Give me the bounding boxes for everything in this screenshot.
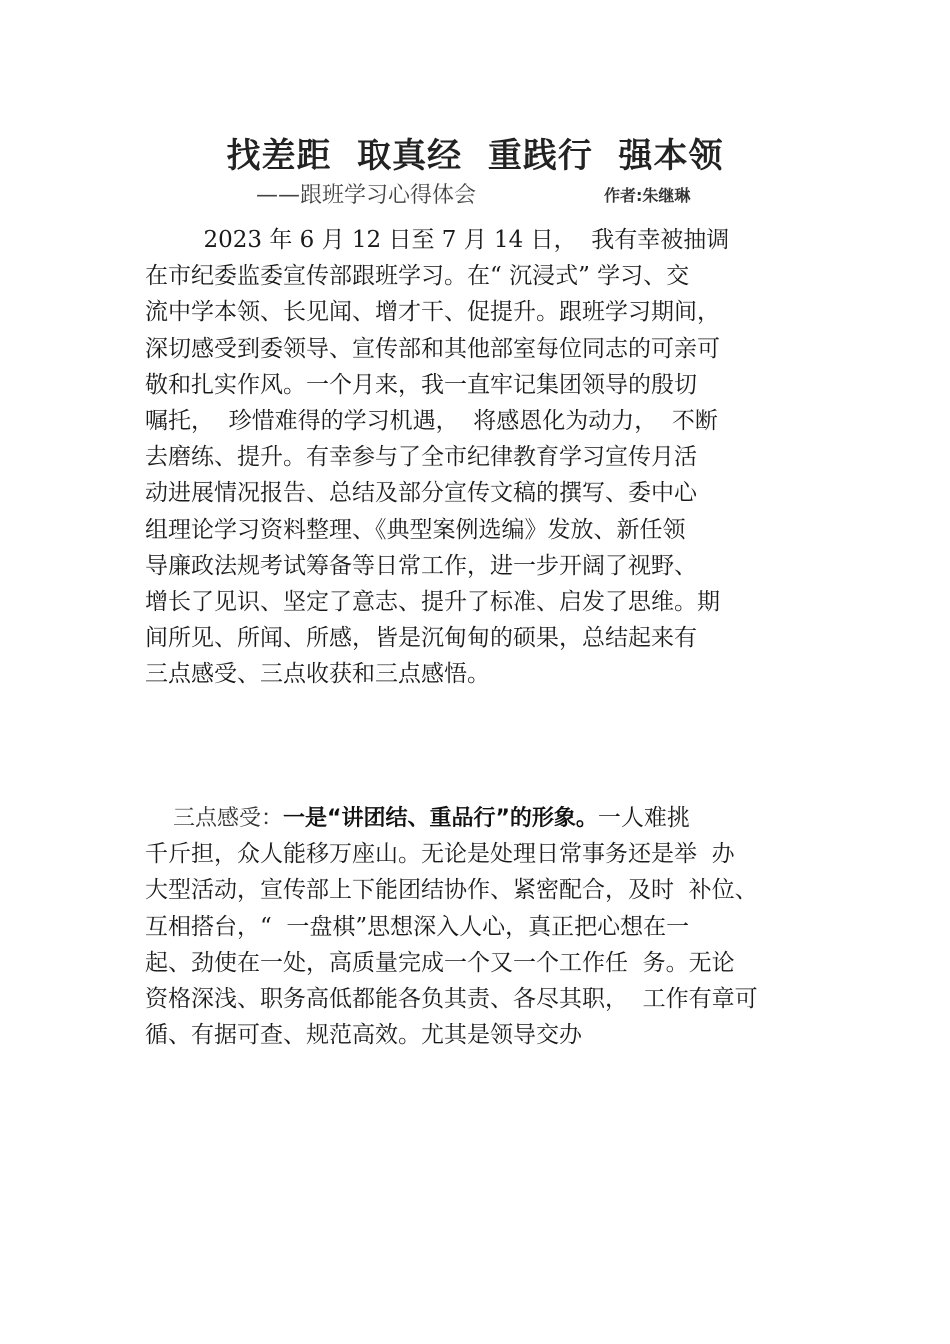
text-line-first xyxy=(145,800,825,836)
text-line: 循、有据可查、规范高效。尤其是领导交办 xyxy=(145,1022,582,1049)
text-line: 嘱托， 珍惜难得的学习机遇， 将感恩化为动力， 不断 xyxy=(145,407,718,434)
text-line: 深切感受到委领导、宣传部和其他部室每位同志的可亲可 xyxy=(145,335,720,362)
emphasis-heading: 一是“讲团结、重品行”的形象。 xyxy=(282,806,598,831)
text-line: 2023 年 6 月 12 日至 7 月 14 日， 我有幸被抽调 xyxy=(145,227,730,253)
paragraph-intro xyxy=(145,222,825,692)
text-line: 起、劲使在一处，高质量完成一个又一个工作任 务。无论 xyxy=(145,949,735,976)
text-line: 互相搭台，“ 一盘棋”思想深入人心，真正把心想在一 xyxy=(145,913,690,940)
text-line: 增长了见识、坚定了意志、提升了标准、启发了思维。期 xyxy=(145,588,720,615)
document-title: 找差距 取真经 重践行 强本领 xyxy=(226,136,724,176)
author-byline: 作者:朱继琳 xyxy=(604,186,691,205)
text-line: 动进展情况报告、总结及部分宣传文稿的撰写、委中心 xyxy=(145,480,697,507)
paragraph-feelings xyxy=(145,800,825,1053)
text-line: 间所见、所闻、所感，皆是沉甸甸的硕果，总结起来有 xyxy=(145,625,697,652)
text-line: 组理论学习资料整理、《典型案例选编》发放、新任领 xyxy=(145,516,686,543)
text-line: 流中学本领、长见闻、增才干、促提升。跟班学习期间， xyxy=(145,299,720,326)
text-line: 三点感受、三点收获和三点感悟。 xyxy=(145,661,490,688)
text-line: 大型活动，宣传部上下能团结协作、紧密配合，及时 补位、 xyxy=(145,877,758,904)
text-fragment: 一人难挑 xyxy=(597,805,690,831)
text-line: 敬和扎实作风。一个月来，我一直牢记集团领导的殷切 xyxy=(145,371,697,398)
text-line: 在市纪委监委宣传部跟班学习。在“ 沉浸式” 学习、交 xyxy=(145,263,690,290)
text-line: 导廉政法规考试筹备等日常工作，进一步开阔了视野、 xyxy=(145,552,697,579)
text-line: 资格深浅、职务高低都能各负其责、各尽其职， 工作有章可 xyxy=(145,985,758,1012)
paragraph-lead: 三点感受： xyxy=(145,806,283,831)
text-line: 千斤担，众人能移万座山。无论是处理日常事务还是举 办 xyxy=(145,841,735,868)
text-line: 去磨练、提升。有幸参与了全市纪律教育学习宣传月活 xyxy=(145,444,697,471)
document-subtitle: ——跟班学习心得体会 xyxy=(256,183,477,208)
